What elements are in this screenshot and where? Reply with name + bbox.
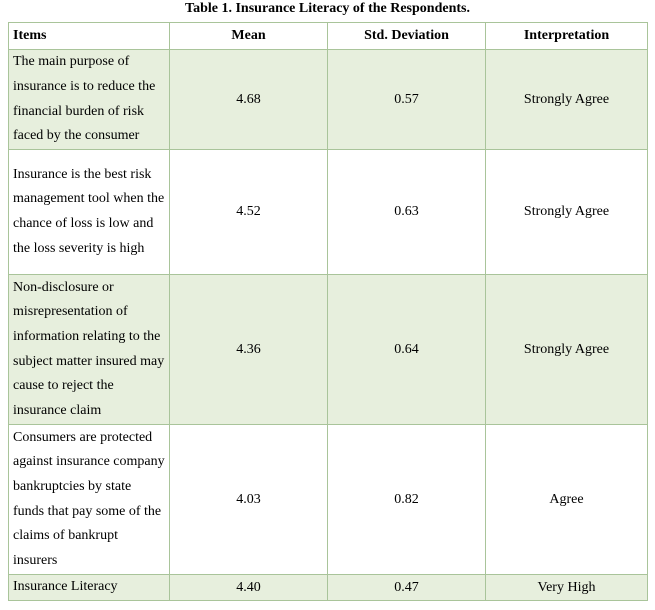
table-row bbox=[9, 425, 648, 575]
mean-cell: 4.52 bbox=[170, 150, 328, 275]
summary-sd-cell: 0.47 bbox=[328, 575, 486, 601]
interpretation-cell: Strongly Agree bbox=[486, 150, 648, 275]
table-caption: Table 1. Insurance Literacy of the Respondents. bbox=[185, 1, 470, 16]
sd-cell: 0.63 bbox=[328, 150, 486, 275]
header-mean: Mean bbox=[170, 23, 328, 50]
table-row bbox=[9, 150, 648, 275]
header-row bbox=[9, 23, 648, 50]
item-cell: Insurance is the best risk management tool when the chance of loss is low and the loss severity is high bbox=[9, 150, 170, 275]
table-row bbox=[9, 275, 648, 425]
summary-item-cell: Insurance Literacy bbox=[9, 575, 170, 601]
interpretation-cell: Strongly Agree bbox=[486, 275, 648, 425]
item-cell: The main purpose of insurance is to reduce the financial burden of risk faced by the consumer bbox=[9, 50, 170, 150]
sd-cell: 0.64 bbox=[328, 275, 486, 425]
interpretation-cell: Agree bbox=[486, 425, 648, 575]
insurance-literacy-table bbox=[8, 22, 648, 601]
mean-cell: 4.68 bbox=[170, 50, 328, 150]
item-cell: Non-disclosure or misrepresentation of information relating to the subject matter insured may cause to reject the insurance claim bbox=[9, 275, 170, 425]
mean-cell: 4.03 bbox=[170, 425, 328, 575]
item-cell: Consumers are protected against insurance company bankruptcies by state funds that pay some of the claims of bankrupt insurers bbox=[9, 425, 170, 575]
header-interpretation: Interpretation bbox=[486, 23, 648, 50]
header-std-deviation: Std. Deviation bbox=[328, 23, 486, 50]
table-row bbox=[9, 50, 648, 150]
sd-cell: 0.82 bbox=[328, 425, 486, 575]
header-items: Items bbox=[9, 23, 170, 50]
summary-mean-cell: 4.40 bbox=[170, 575, 328, 601]
interpretation-cell: Strongly Agree bbox=[486, 50, 648, 150]
summary-interpretation-cell: Very High bbox=[486, 575, 648, 601]
summary-row bbox=[9, 575, 648, 601]
mean-cell: 4.36 bbox=[170, 275, 328, 425]
sd-cell: 0.57 bbox=[328, 50, 486, 150]
